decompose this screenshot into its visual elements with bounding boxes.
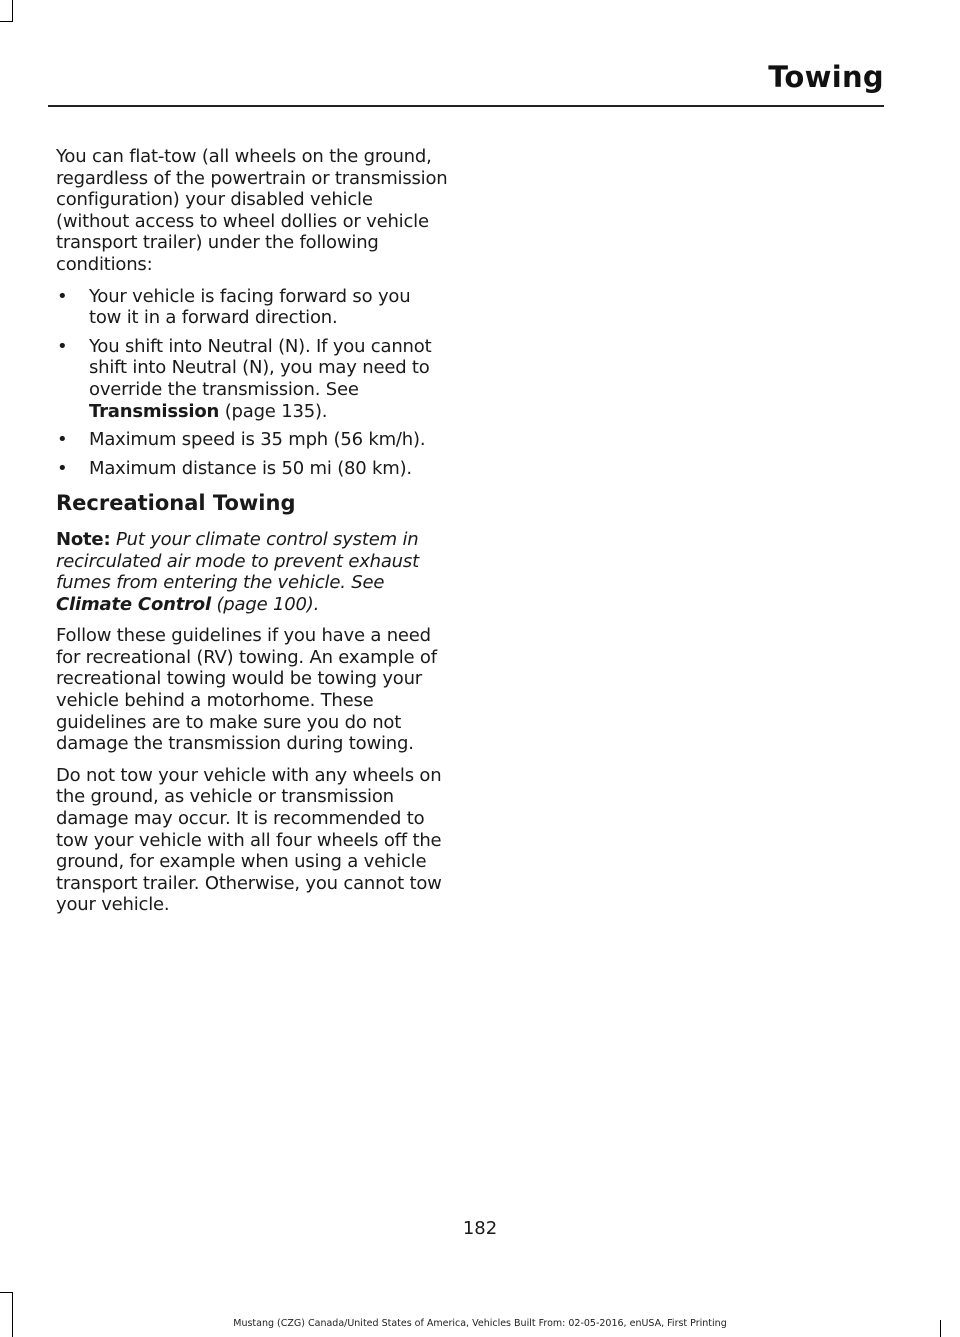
- reference-page: (page 100): [216, 593, 314, 615]
- guidelines-paragraph: Follow these guidelines if you have a need for recreational (RV) towing. An example of recreational towing would be towing your vehicle behind a motorhome. These guidelines are to make sure you do not damage the transmission during towing.: [56, 625, 437, 755]
- list-item: [56, 336, 448, 422]
- note-tail: .: [313, 593, 320, 615]
- conditions-list: [56, 286, 448, 480]
- list-item-tail: .: [321, 400, 328, 422]
- crop-mark-bottom-left-v: [12, 1292, 13, 1337]
- bullet: •: [57, 335, 68, 357]
- list-item-text: Maximum speed is 35 mph (56 km/h).: [89, 429, 426, 451]
- transmission-reference-link[interactable]: Transmission: [89, 400, 220, 422]
- list-item: [56, 458, 448, 480]
- section-heading: Recreational Towing: [56, 491, 296, 516]
- page-title: Towing: [768, 60, 884, 94]
- note-paragraph: [56, 529, 448, 615]
- list-item-text: You shift into Neutral (N). If you cannot shift into Neutral (N), you may need to override the transmission. See: [89, 335, 432, 400]
- main-content: [56, 146, 448, 926]
- header-divider: [48, 105, 884, 107]
- bullet: •: [57, 285, 68, 307]
- crop-mark-top-left-h: [0, 21, 12, 22]
- warning-paragraph: Do not tow your vehicle with any wheels on the ground, as vehicle or transmission damage may occur. It is recommended to tow your vehicle with all four wheels off the ground, for example when using a vehicle transport trailer. Otherwise, you cannot tow your vehicle.: [56, 764, 442, 916]
- bullet: •: [57, 429, 68, 451]
- bullet: •: [57, 457, 68, 479]
- footer-text: Mustang (CZG) Canada/United States of America, Vehicles Built From: 02-05-2016, enUSA, First Printing: [233, 1318, 727, 1329]
- reference-page: (page 135): [224, 400, 322, 422]
- list-item-text: Maximum distance is 50 mi (80 km).: [89, 457, 412, 479]
- intro-paragraph: You can flat-tow (all wheels on the ground, regardless of the powertrain or transmission configuration) your disabled vehicle (without access to wheel dollies or vehicle transport trailer) under the following conditions:: [56, 146, 448, 275]
- list-item: [56, 286, 448, 329]
- note-text: Put your climate control system in recirculated air mode to prevent exhaust fumes from entering the vehicle. See: [56, 528, 419, 594]
- list-item-text: Your vehicle is facing forward so you tow it in a forward direction.: [89, 285, 411, 329]
- crop-mark-top-left-v: [12, 0, 13, 22]
- climate-control-reference-link[interactable]: Climate Control: [56, 593, 211, 615]
- list-item: [56, 429, 448, 451]
- page-number: 182: [462, 1218, 498, 1239]
- crop-mark-bottom-left-h: [0, 1292, 12, 1293]
- note-label: Note:: [56, 528, 111, 550]
